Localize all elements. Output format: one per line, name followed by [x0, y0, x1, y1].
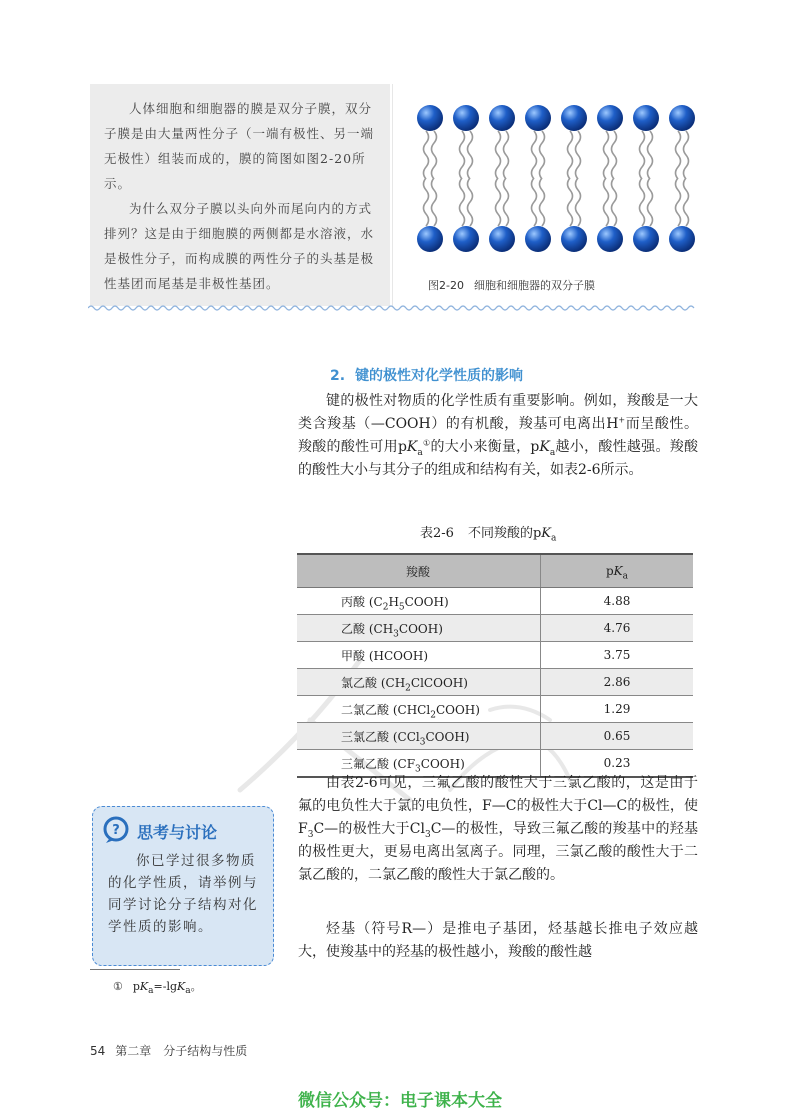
discuss-text	[108, 850, 264, 938]
acid-formula-part: (CH	[380, 675, 406, 690]
para1-sup-plus: +	[618, 415, 626, 425]
acid-name-cell	[297, 696, 541, 723]
lipid-head	[561, 105, 587, 131]
pka-value: 2.86	[541, 669, 694, 696]
acid-formula-part: 3	[393, 628, 399, 639]
acid-formula-part: ClCOOH)	[410, 675, 468, 690]
para3-text: 烃基（符号R—）是推电子基团，烃基越长推电子效应越大，使羧基中的羟基的极性越小，羧酸的酸性越	[298, 921, 698, 960]
acid-formula-part: COOH)	[435, 702, 480, 717]
lipid-head	[633, 105, 659, 131]
acid-formula-part: 2	[430, 709, 436, 720]
table-row	[297, 723, 693, 750]
acid-name: 丙酸	[341, 594, 366, 609]
pka-value: 1.29	[541, 696, 694, 723]
footnote-K-1: K	[139, 980, 149, 993]
lipid-head	[417, 105, 443, 131]
lipid-tail	[568, 131, 573, 226]
table-title-sub: a	[550, 533, 557, 544]
page-number: 54	[90, 1044, 106, 1058]
para1-text-a: 键的极性对物质的化学性质有重要影响。例如，羧酸是一大类含羧基（—COOH）的有机酸，羧基可电离出H	[298, 393, 698, 432]
para1-text-c: 的大小来衡量，p	[430, 439, 540, 455]
lipid-tail	[604, 131, 609, 226]
lipid-head	[669, 105, 695, 131]
svg-text:?: ?	[112, 823, 120, 838]
lipid-tail	[576, 131, 581, 226]
acid-name: 甲酸	[341, 648, 366, 663]
figure-caption-text: 细胞和细胞器的双分子膜	[473, 279, 595, 292]
table-title-K: K	[541, 526, 551, 541]
discuss-title: 思考与讨论	[137, 823, 218, 842]
speech-bubble-icon	[103, 816, 131, 844]
acid-formula-part: 3	[419, 736, 426, 747]
para1-sub-a-1: a	[417, 447, 423, 458]
pka-value: 0.23	[541, 750, 694, 778]
para1-text-b: 而呈酸性。羧酸的酸性可用p	[298, 416, 698, 455]
pka-value: 4.88	[541, 588, 694, 615]
footnote-end: 。	[190, 980, 202, 993]
paragraph-bond-polarity	[298, 390, 698, 482]
bilayer-membrane-figure	[410, 94, 695, 269]
footnote-eq: =-lg	[153, 980, 178, 993]
acid-formula-part: (CCl	[392, 729, 420, 744]
lipid-head	[525, 226, 551, 252]
table-row	[297, 642, 693, 669]
page-footer	[90, 1042, 247, 1059]
pka-value: 0.65	[541, 723, 694, 750]
header-pka	[541, 554, 694, 588]
acid-name-cell	[297, 669, 541, 696]
header-pka-K: K	[613, 564, 623, 578]
acid-name: 二氯乙酸	[341, 702, 390, 717]
lipid-tail	[676, 131, 681, 226]
lipid-tail	[640, 131, 645, 226]
acid-name: 三氟乙酸	[341, 756, 390, 771]
table-row	[297, 696, 693, 723]
lipid-tail	[540, 131, 545, 226]
acid-name-cell	[297, 588, 541, 615]
table-header-row	[297, 554, 693, 588]
para1-K-2: K	[539, 439, 550, 455]
footnote-rule	[90, 969, 180, 970]
lipid-head	[633, 226, 659, 252]
table-title-text: 不同羧酸的p	[467, 526, 542, 541]
para1-sub-a-2: a	[549, 447, 556, 458]
para2-sub-3-a: 3	[307, 829, 314, 840]
para2-text-a: 由表2-6可见，三氟乙酸的酸性大于三氯乙酸的，这是由于氟的电负性大于氯的电负性，F—C的极性大于Cl—C的极性，使F	[298, 775, 698, 837]
acid-name-cell	[297, 723, 541, 750]
acid-formula-part: (C	[368, 594, 383, 609]
footnote-mark: ①	[113, 980, 123, 993]
figure-caption	[428, 277, 595, 293]
acid-name: 氯乙酸	[341, 675, 378, 690]
intro-paragraph-1: 人体细胞和细胞器的膜是双分子膜，双分子膜是由大量两性分子（一端有极性、另一端无极性）组装而成的，膜的简图如图2-20所示。	[104, 101, 375, 191]
acid-formula-part: 2	[382, 601, 389, 612]
header-pka-p: p	[605, 564, 614, 578]
wechat-banner: 微信公众号：电子课本大全	[298, 1091, 502, 1111]
intro-paragraph-2: 为什么双分子膜以头向外而尾向内的方式排列？这是由于细胞膜的两侧都是水溶液，水是极性分子，而构成膜的两性分子的头基是极性基团而尾基是非极性基团。	[104, 201, 375, 291]
acid-formula-part: 2	[405, 682, 411, 693]
lipid-tail	[504, 131, 509, 226]
section-heading	[330, 365, 523, 385]
para1-text-d: 越小，酸性越强。羧酸的酸性大小与其分子的组成和结构有关，如表2-6所示。	[298, 439, 699, 478]
lipid-tail	[532, 131, 537, 226]
para2-text-c: C—的极性，导致三氟乙酸的羧基中的羟基的极性更大，更易电离出氢离子。同理，三氯乙酸的酸性大于二氯乙酸的，二氯乙酸的酸性大于氯乙酸的。	[298, 821, 698, 883]
lipid-head	[489, 105, 515, 131]
acid-formula-part: 5	[398, 601, 405, 612]
chapter-label: 第二章	[115, 1044, 152, 1058]
figure-number: 图2-20	[428, 279, 464, 292]
para2-text-b: C—的极性大于Cl	[313, 821, 425, 837]
acid-formula-part: (CF	[392, 756, 416, 771]
acid-formula-part: COOH)	[404, 594, 449, 609]
acid-name-cell	[297, 642, 541, 669]
acid-formula-part: (CH	[368, 621, 394, 636]
lipid-head	[489, 226, 515, 252]
footnote-K-2: K	[177, 980, 186, 993]
table-row	[297, 669, 693, 696]
acid-formula-part: H	[388, 594, 399, 609]
footnote	[113, 978, 202, 997]
table-title	[420, 522, 557, 544]
lipid-tail	[496, 131, 501, 226]
table-row	[297, 615, 693, 642]
header-acid: 羧酸	[297, 554, 541, 588]
lipid-head	[417, 226, 443, 252]
para1-footnote-ref[interactable]: ①	[422, 438, 431, 448]
acid-formula-part: 3	[415, 763, 421, 774]
table-number: 表2-6	[420, 526, 454, 541]
intro-text	[104, 96, 382, 296]
lipid-head	[561, 226, 587, 252]
lipid-head	[453, 105, 479, 131]
acid-name-cell	[297, 615, 541, 642]
section-title: 键的极性对化学性质的影响	[355, 368, 524, 384]
acid-formula-part: COOH)	[425, 729, 470, 744]
paragraph-alkyl-effect	[298, 918, 698, 964]
lipid-head	[597, 226, 623, 252]
acid-formula-part: COOH)	[398, 621, 443, 636]
section-number: 2.	[330, 368, 346, 384]
pka-table	[297, 553, 693, 778]
lipid-tail	[468, 131, 473, 226]
para2-sub-3-b: 3	[424, 829, 431, 840]
table-row	[297, 588, 693, 615]
acid-name: 三氯乙酸	[341, 729, 390, 744]
acid-formula-part: (CHCl	[392, 702, 431, 717]
discuss-prompt: 你已学过很多物质的化学性质，请举例与同学讨论分子结构对化学性质的影响。	[108, 853, 258, 935]
footnote-sub-1: a	[148, 986, 154, 997]
paragraph-fluorine-comparison	[298, 772, 698, 887]
pka-value: 4.76	[541, 615, 694, 642]
lipid-tail	[460, 131, 465, 226]
acid-name: 乙酸	[341, 621, 366, 636]
lipid-tail	[424, 131, 429, 226]
lipid-head	[525, 105, 551, 131]
lipid-tail	[612, 131, 617, 226]
acid-formula-part: COOH)	[420, 756, 465, 771]
lipid-tail	[432, 131, 437, 226]
lipid-tail	[648, 131, 653, 226]
chapter-title: 分子结构与性质	[163, 1044, 248, 1058]
lipid-head	[669, 226, 695, 252]
wavy-separator	[88, 302, 698, 314]
acid-formula-part: (HCOOH)	[368, 648, 428, 663]
pka-value: 3.75	[541, 642, 694, 669]
lipid-head	[597, 105, 623, 131]
lipid-head	[453, 226, 479, 252]
lipid-tail	[684, 131, 689, 226]
para1-K-1: K	[406, 439, 418, 455]
footnote-sub-2: a	[185, 986, 191, 997]
footnote-p: p	[132, 980, 140, 993]
header-pka-sub: a	[622, 571, 629, 582]
